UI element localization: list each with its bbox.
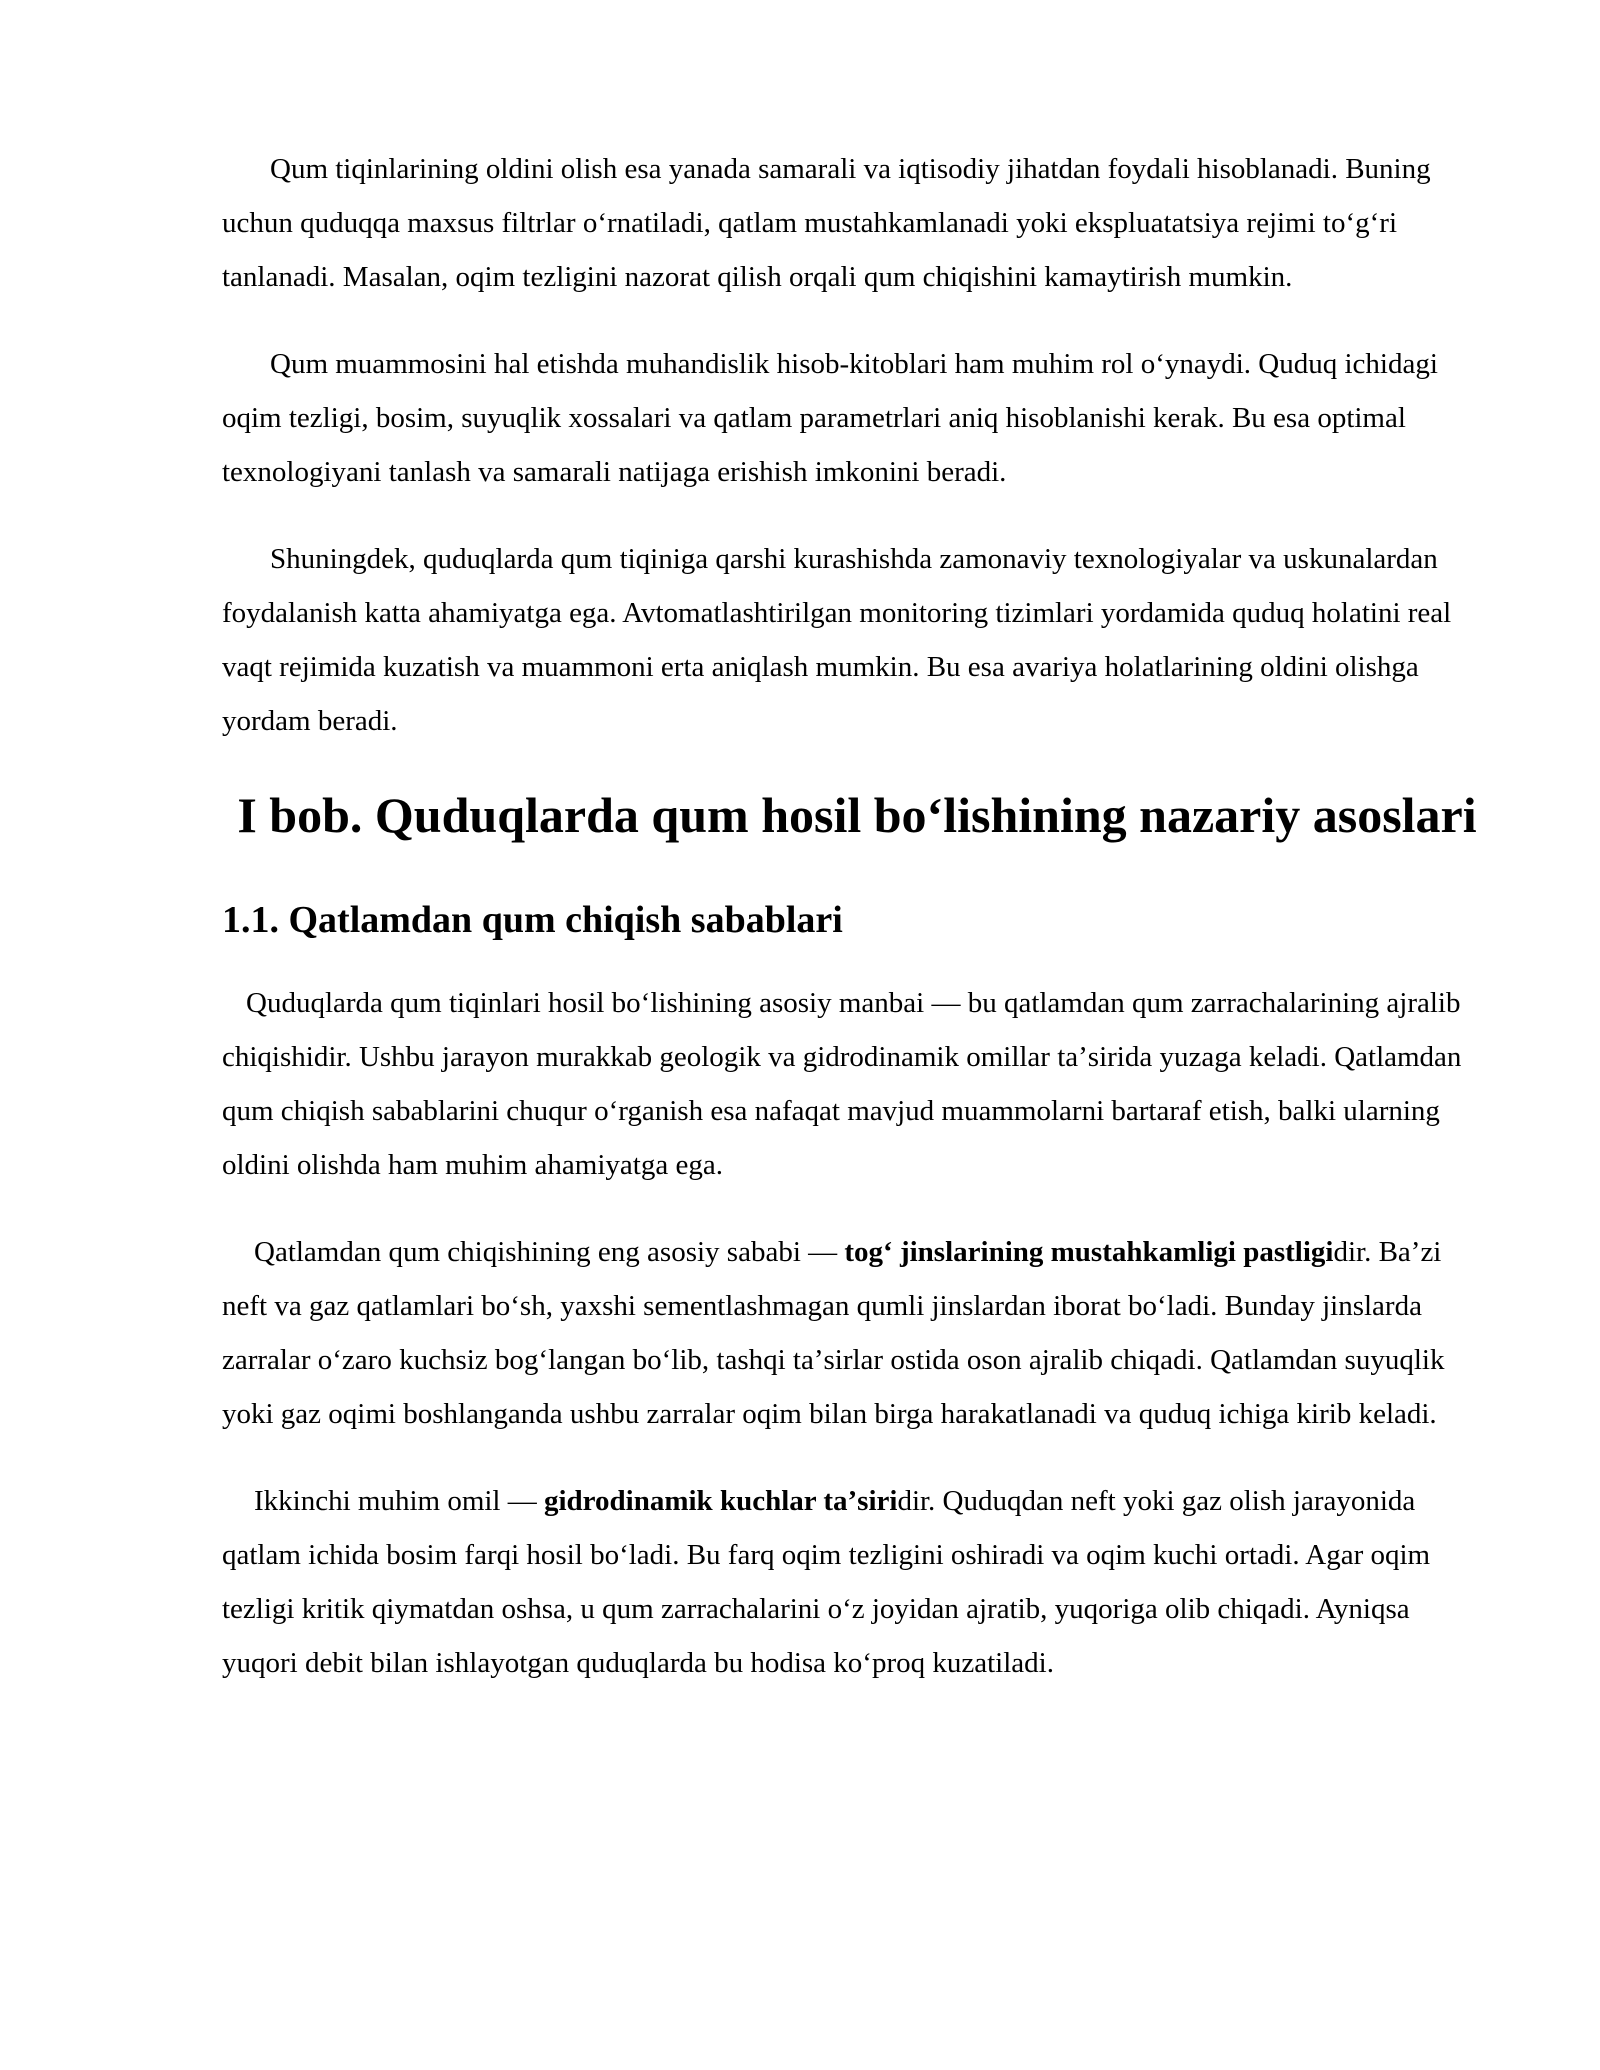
section-title: 1.1. Qatlamdan qum chiqish sabablari xyxy=(222,899,843,941)
section-paragraph-3 xyxy=(222,1474,1492,1690)
bold-term: gidrodinamik kuchlar taʼsiri xyxy=(544,1485,898,1517)
paragraph-text: Qatlamdan qum chiqishining eng asosiy sababi — xyxy=(254,1236,845,1268)
document-page xyxy=(222,142,1492,1690)
bold-term: togʻ jinslarining mustahkamligi pastligi xyxy=(844,1236,1334,1268)
paragraph-spacer xyxy=(222,1192,1492,1225)
section-paragraph-1: Quduqlarda qum tiqinlari hosil boʻlishining asosiy manbai — bu qatlamdan qum zarrachalarining ajralib chiqishidir. Ushbu jarayon murakkab geologik va gidrodinamik omillar taʼsirida yuzaga keladi. Qatlamdan qum chiqish sabablarini chuqur oʻrganish esa nafaqat mavjud muammolarni bartaraf etish, balki ularning oldini olishda ham muhim ahamiyatga ega. xyxy=(222,987,1462,1181)
paragraph-text: dir. Baʼzi neft va gaz qatlamlari boʻsh, yaxshi sementlashmagan qumli jinslardan iborat boʻladi. Bunday jinslarda zarralar oʻzaro kuchsiz bogʻlangan boʻlib, tashqi taʼsirlar ostida oson ajralib chiqadi. Qatlamdan suyuqlik yoki gaz oqimi boshlanganda ushbu zarralar oqim bilan birga harakatlanadi va quduq ichiga kirib keladi. xyxy=(222,1236,1445,1430)
paragraph-text: Ikkinchi muhim omil — xyxy=(254,1485,544,1517)
paragraph-spacer xyxy=(222,499,1492,532)
paragraph-spacer xyxy=(222,304,1492,337)
section-paragraph-2 xyxy=(222,1225,1492,1441)
paragraph-text: dir. Quduqdan neft yoki gaz olish jarayonida qatlam ichida bosim farqi hosil boʻladi. Bu farq oqim tezligini oshiradi va oqim kuchi ortadi. Agar oqim tezligi kritik qiymatdan oshsa, u qum zarrachalarini oʻz joyidan ajratib, yuqoriga olib chiqadi. Ayniqsa yuqori debit bilan ishlayotgan quduqlarda bu hodisa koʻproq kuzatiladi. xyxy=(222,1485,1431,1679)
intro-paragraph-2: Qum muammosini hal etishda muhandislik hisob-kitoblari ham muhim rol oʻynaydi. Quduq ichidagi oqim tezligi, bosim, suyuqlik xossalari va qatlam parametrlari aniq hisoblanishi kerak. Bu esa optimal texnologiyani tanlash va samarali natijaga erishish imkonini beradi. xyxy=(222,348,1438,488)
chapter-title: I bob. Quduqlarda qum hosil boʻlishining nazariy asoslari xyxy=(237,787,1477,843)
intro-paragraph-3: Shuningdek, quduqlarda qum tiqiniga qarshi kurashishda zamonaviy texnologiyalar va uskunalardan foydalanish katta ahamiyatga ega. Avtomatlashtirilgan monitoring tizimlari yordamida quduq holatini real vaqt rejimida kuzatish va muammoni erta aniqlash mumkin. Bu esa avariya holatlarining oldini olishga yordam beradi. xyxy=(222,543,1452,737)
paragraph-spacer xyxy=(222,1441,1492,1474)
intro-paragraph-1: Qum tiqinlarining oldini olish esa yanada samarali va iqtisodiy jihatdan foydali hisoblanadi. Buning uchun quduqqa maxsus filtrlar oʻrnatiladi, qatlam mustahkamlanadi yoki ekspluatatsiya rejimi toʻgʻri tanlanadi. Masalan, oqim tezligini nazorat qilish orqali qum chiqishini kamaytirish mumkin. xyxy=(222,153,1431,293)
